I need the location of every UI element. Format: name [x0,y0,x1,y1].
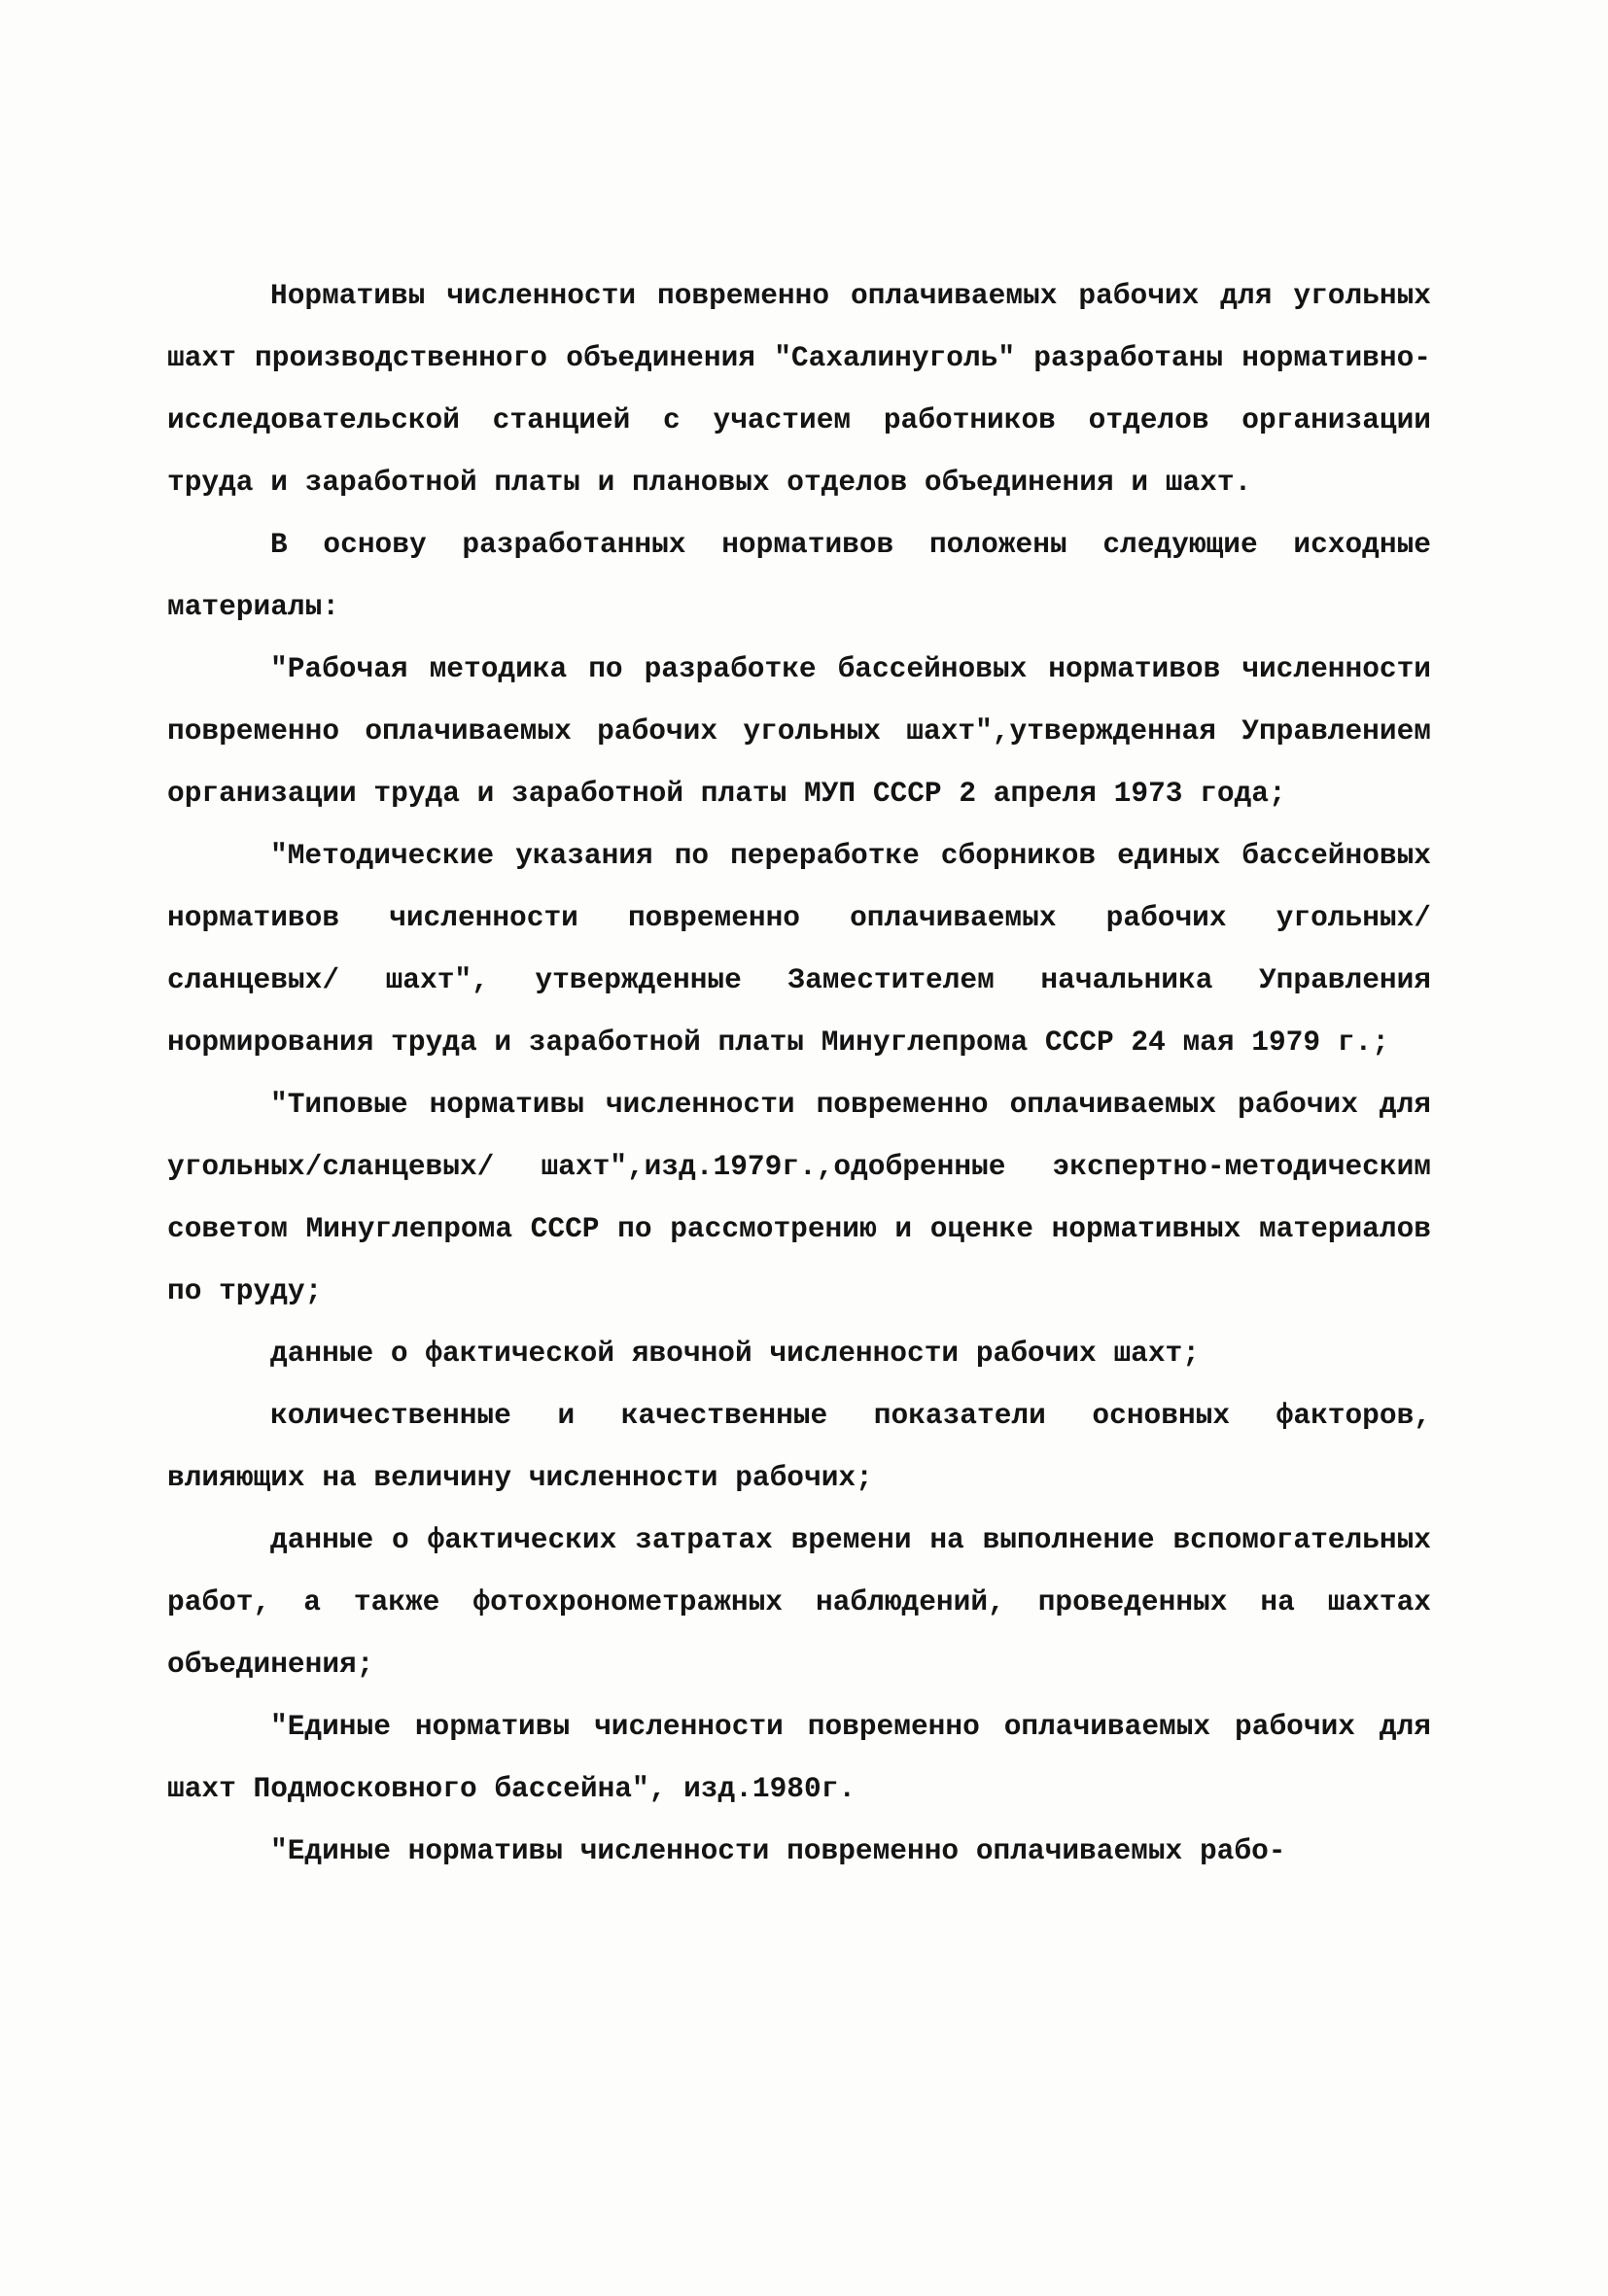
paragraph-factor-indicators: количественные и качественные показатели основных факторов, влияющих на величину численности рабочих; [167,1399,1431,1494]
paragraph-basis: В основу разработанных нормативов положены следующие исходные материалы: [167,528,1431,623]
paragraph-typical-norms: "Типовые нормативы численности повременно оплачиваемых рабочих для угольных/сланцевых/ шахт",изд.1979г.,одобренные экспертно-методическим советом Минуглепрома СССР по рассмотрению и оценке нормативных материалов по труду; [167,1088,1431,1307]
paragraph-actual-headcount: данные о фактической явочной численности рабочих шахт; [270,1337,1200,1370]
document-body [167,264,1431,1882]
paragraph-time-data: данные о фактических затратах времени на выполнение вспомогательных работ, а также фотохронометражных наблюдений, проведенных на шахтах объединения; [167,1523,1431,1681]
paragraph-intro: Нормативы численности повременно оплачиваемых рабочих для угольных шахт производственного объединения "Сахалинуголь" разработаны нормативно-исследовательской станцией с участием работников отделов организации труда и заработной платы и плановых отделов объединения и шахт. [167,279,1431,499]
paragraph-method-guidelines: "Методические указания по переработке сборников единых бассейновых нормативов численности повременно оплачиваемых рабочих угольных/сланцевых/ шахт", утвержденные Заместителем начальника Управления нормирования труда и заработной платы Минуглепрома СССР 24 мая 1979 г.; [167,839,1431,1059]
paragraph-unified-norms-cont: "Единые нормативы численности повременно оплачиваемых рабо- [270,1834,1286,1867]
paragraph-working-method: "Рабочая методика по разработке бассейновых нормативов численности повременно оплачиваемых рабочих угольных шахт",утвержденная Управлением организации труда и заработной платы МУП СССР 2 апреля 1973 года; [167,652,1431,810]
paragraph-moscow-basin-norms: "Единые нормативы численности повременно оплачиваемых рабочих для шахт Подмосковного бассейна", изд.1980г. [167,1710,1431,1805]
